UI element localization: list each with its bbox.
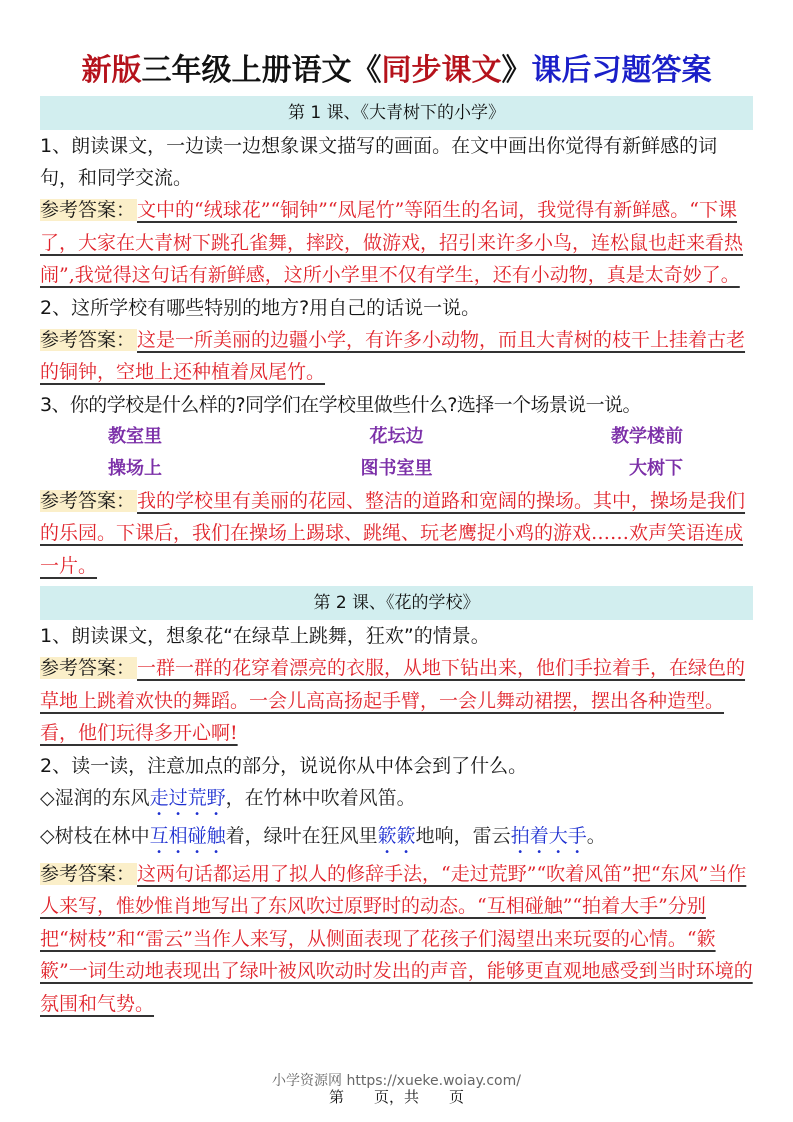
title-sync-text: 同步课文	[381, 53, 502, 88]
scene-option: 花坛边	[369, 425, 424, 447]
scene-option: 教学楼前	[611, 425, 683, 447]
emphasized-phrase: 互相碰触	[149, 824, 226, 847]
emphasized-phrase: 簌簌	[377, 824, 416, 847]
lesson-1-question-2: 2、这所学校有哪些特别的地方?用自己的话说一说。	[40, 296, 481, 319]
page-number: 第 页，共 页	[328, 1088, 464, 1106]
answer-text: 一群一群的花穿着漂亮的衣服，从地下钻出来，他们手拉着手，在绿色的草地上跳着欢快的舞蹈。一会儿高高扬起手臂，一会儿舞动裙摆，摆出各种造型。看，他们玩得多开心啊!	[40, 657, 746, 744]
sentence-text: 地响，雷云	[415, 824, 511, 847]
answer-text: 这是一所美丽的边疆小学，有许多小动物，而且大青树的枝干上挂着古老的铜钟，空地上还种植着凤尾竹。	[40, 328, 746, 383]
example-sentence-2	[40, 820, 753, 858]
document-page	[40, 48, 753, 1020]
lesson-2-question-2: 2、读一读，注意加点的部分，说说你从中体会到了什么。	[40, 754, 528, 777]
answer-text: 我的学校里有美丽的花园、整洁的道路和宽阔的操场。其中，操场是我们的乐园。下课后，我们在操场上踢球、跳绳、玩老鹰捉小鸡的游戏……欢声笑语连成一片。	[40, 489, 746, 577]
title-new-edition: 新版	[81, 53, 142, 88]
scene-option: 大树下	[629, 457, 683, 479]
scene-option: 操场上	[108, 457, 162, 479]
lesson-1-answer-3	[40, 485, 753, 583]
lesson-2-answer-2	[40, 858, 753, 1021]
page-title	[40, 48, 753, 94]
scene-option: 图书室里	[360, 457, 433, 479]
sentence-text: ◇树枝在林中	[40, 824, 150, 847]
example-sentence-1	[40, 782, 753, 820]
answer-label: 参考答案：	[40, 657, 136, 679]
lesson-2-answer-1	[40, 652, 753, 750]
emphasized-phrase: 走过荒野	[149, 786, 226, 809]
sentence-text: ，在竹林中吹着风笛。	[225, 786, 416, 809]
title-answers: 课后习题答案	[531, 53, 712, 88]
scene-options	[40, 421, 753, 485]
sentence-text: ◇湿润的东风	[40, 786, 150, 809]
answer-label: 参考答案：	[40, 862, 136, 885]
lesson-2-heading: 第 2 课、《花的学校》	[40, 586, 753, 620]
sentence-text: 。	[586, 824, 606, 847]
answer-label: 参考答案：	[40, 328, 136, 351]
scene-option: 教室里	[108, 425, 162, 447]
emphasized-phrase: 拍着大手	[510, 824, 587, 847]
answer-label: 参考答案：	[40, 199, 136, 221]
title-grade: 三年级上册语文《	[141, 53, 382, 88]
title-bracket: 》	[501, 53, 532, 88]
lesson-1-question-3: 3、你的学校是什么样的?同学们在学校里做些什么?选择一个场景说一说。	[40, 393, 641, 416]
answer-text: 文中的“绒球花”“铜钟”“凤尾竹”等陌生的名词，我觉得有新鲜感。“下课了，大家在大青树下跳孔雀舞，摔跤，做游戏，招引来许多小鸟，连松鼠也赶来看热闹”,我觉得这句话有新鲜感，这所小学里不仅有学生，还有小动物，真是太奇妙了。	[40, 199, 744, 286]
answer-label: 参考答案：	[40, 489, 136, 512]
lesson-2-question-1: 1、朗读课文，想象花“在绿草上跳舞，狂欢”的情景。	[40, 625, 490, 647]
lesson-1-answer-1	[40, 194, 753, 292]
lesson-1-answer-2	[40, 324, 753, 389]
answer-text: 这两句话都运用了拟人的修辞手法，“走过荒野”“吹着风笛”把“东风”当作人来写，惟妙惟肖地写出了东风吹过原野时的动态。“互相碰触”“拍着大手”分别把“树枝”和“雷云”当作人来写，从侧面表现了花孩子们渴望出来玩耍的心情。“簌簌”一词生动地表现出了绿叶被风吹动时发出的声音，能够更直观地感受到当时环境的氛围和气势。	[40, 862, 753, 1015]
source-watermark: 小学资源网 https://xueke.woiay.com/	[272, 1073, 521, 1089]
sentence-text: 着，绿叶在狂风里	[225, 824, 378, 847]
lesson-1-heading: 第 1 课、《大青树下的小学》	[40, 96, 753, 130]
lesson-1-question-1: 1、朗读课文，一边读一边想象课文描写的画面。在文中画出你觉得有新鲜感的词句，和同学交流。	[40, 135, 718, 189]
